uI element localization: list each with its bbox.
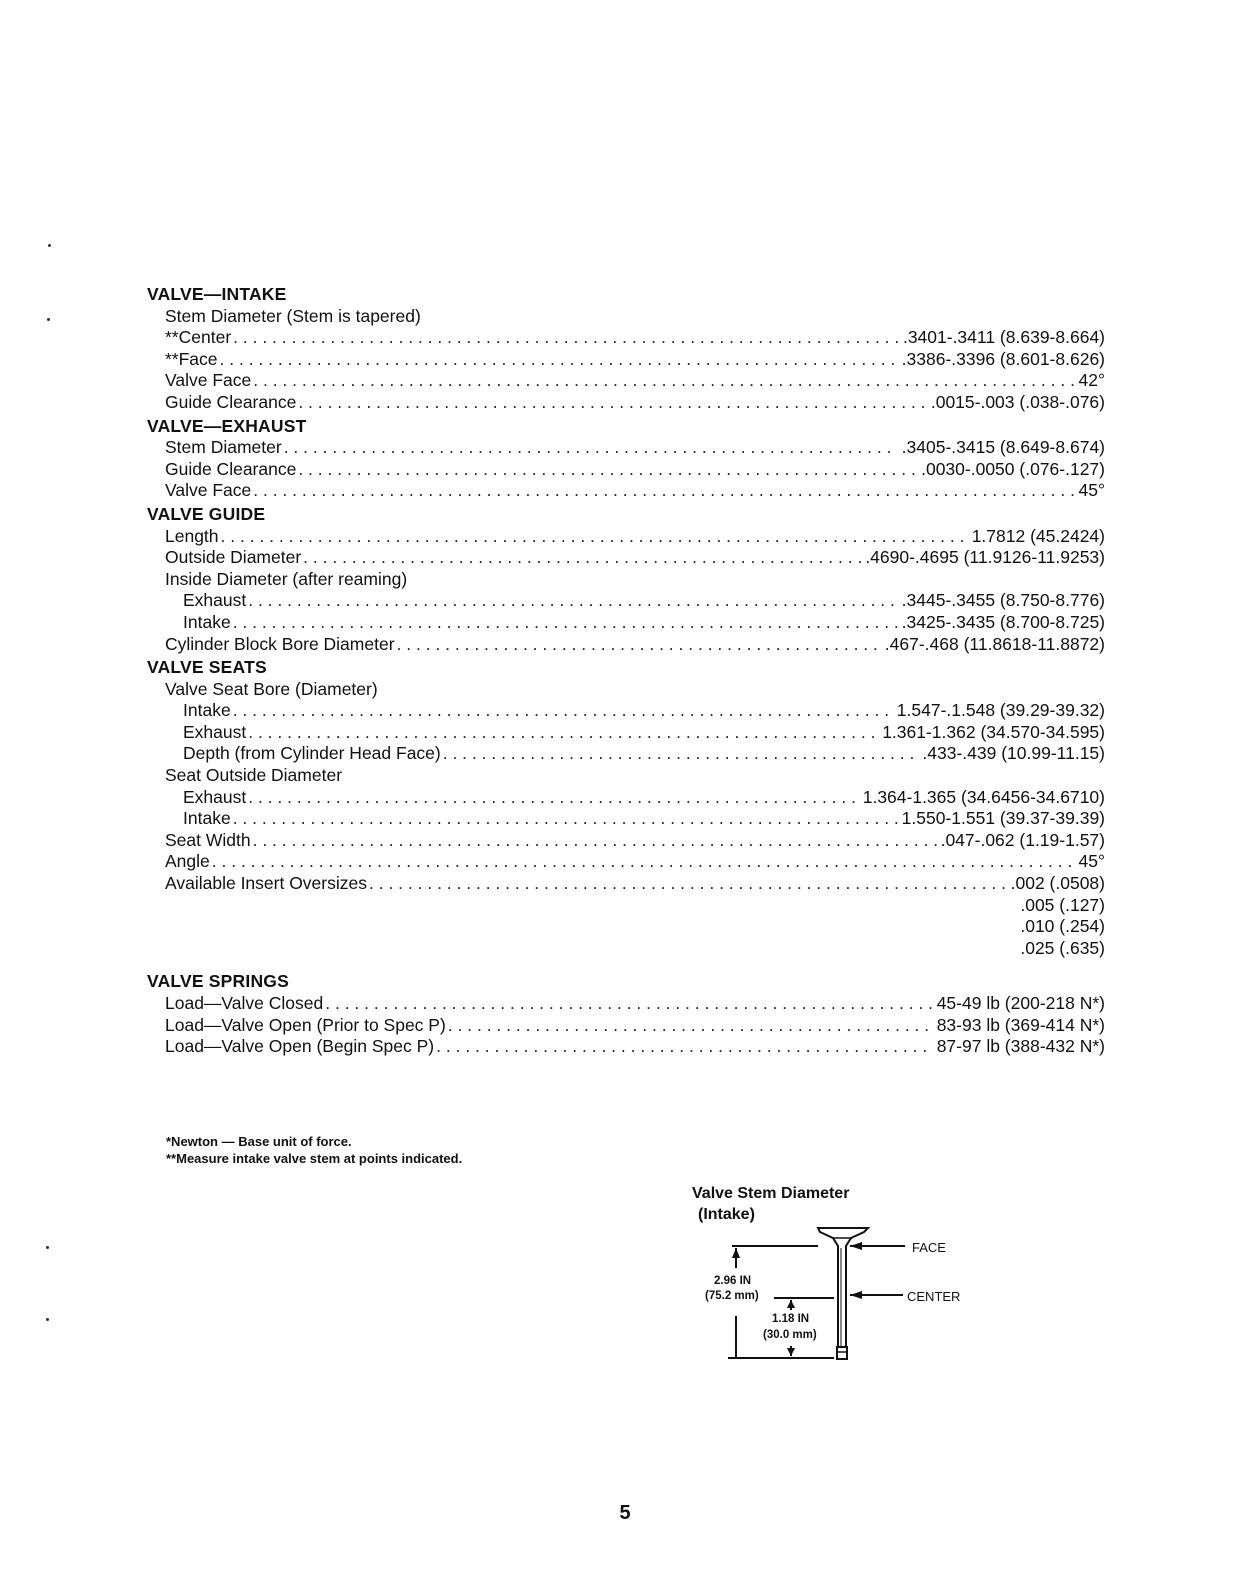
spec-label: Stem Diameter (Stem is tapered): [165, 305, 421, 326]
spec-value: .3405-.3415 (8.649-8.674): [901, 437, 1105, 458]
figure-caption: [692, 1183, 849, 1225]
spec-label: Available Insert Oversizes: [165, 873, 367, 894]
scan-speck: [46, 1246, 49, 1249]
scan-speck: [48, 244, 51, 247]
spec-row: [147, 851, 1105, 873]
section-valve-exhaust: [147, 416, 1105, 502]
spec-value: .3445-.3455 (8.750-8.776): [901, 590, 1105, 611]
dot-leader: [253, 480, 1074, 502]
spec-label: Valve Face: [165, 480, 252, 501]
spec-label: Seat Outside Diameter: [165, 765, 343, 786]
spec-value: 1.364-1.365 (34.6456-34.6710): [862, 786, 1105, 807]
spec-value: 1.547-.1.548 (39.29-39.32): [896, 700, 1105, 721]
footnote-newton: *Newton — Base unit of force.: [166, 1134, 352, 1149]
spec-label: Cylinder Block Bore Diameter: [165, 633, 395, 654]
dot-leader: [397, 634, 881, 656]
section-heading: VALVE SPRINGS: [147, 971, 289, 992]
spec-label: Guide Clearance: [165, 391, 297, 412]
spec-label: **Center: [165, 327, 232, 348]
dot-leader: [233, 327, 899, 349]
center-label: CENTER: [907, 1289, 961, 1304]
spec-value: .433-.439 (10.99-11.15): [922, 743, 1105, 764]
dot-leader: [443, 743, 919, 765]
page-number: 5: [619, 1502, 631, 1524]
dot-leader: [248, 787, 858, 809]
section-heading: VALVE—INTAKE: [147, 284, 287, 304]
dot-leader: [303, 547, 861, 569]
spec-row: [147, 590, 1105, 612]
valve-stem-diagram: [700, 1222, 990, 1372]
dot-leader: [325, 993, 932, 1015]
spec-row: [147, 722, 1105, 744]
valve-keeper: [837, 1347, 847, 1359]
spec-label: Exhaust: [183, 721, 247, 742]
spec-label: Valve Face: [165, 370, 252, 391]
spec-value: .3401-.3411 (8.639-8.664): [902, 327, 1105, 348]
scan-speck: [47, 318, 50, 321]
section-valve-springs: [147, 971, 1105, 1057]
overall-length-in: 2.96 IN: [714, 1275, 752, 1287]
spec-label: Intake: [183, 808, 231, 829]
spec-value: .0030-.0050 (.076-.127): [921, 458, 1105, 479]
spec-row: [147, 526, 1105, 548]
spec-label: Load—Valve Closed: [165, 993, 324, 1013]
spec-row: [147, 569, 1105, 591]
dot-leader: [253, 830, 937, 852]
spec-row: [147, 765, 1105, 787]
spec-label: Guide Clearance: [165, 458, 297, 479]
face-label: FACE: [912, 1240, 946, 1255]
spec-row: [147, 830, 1105, 852]
spec-row: [147, 547, 1105, 569]
spec-value: 87-97 lb (388-432 N*): [936, 1036, 1105, 1057]
spec-row: [147, 370, 1105, 392]
spec-row: [147, 743, 1105, 765]
dot-leader: [220, 349, 898, 371]
spec-label: Load—Valve Open (Begin Spec P): [165, 1036, 435, 1057]
spec-extra-value: .005 (.127): [1020, 894, 1105, 915]
spec-label: Angle: [165, 851, 210, 872]
figure-caption-subtitle: (Intake): [698, 1206, 755, 1223]
spec-label: Exhaust: [183, 590, 247, 611]
scan-speck: [46, 1318, 49, 1321]
spec-label: Seat Width: [165, 829, 251, 850]
center-length-in: 1.18 IN: [772, 1313, 810, 1325]
spec-value: 1.7812 (45.2424): [971, 525, 1105, 546]
spec-value: .3386-.3396 (8.601-8.626): [901, 348, 1105, 369]
spec-value: .4690-.4695 (11.9126-11.9253): [865, 547, 1105, 568]
dot-leader: [233, 808, 898, 830]
figure-caption-title: Valve Stem Diameter: [692, 1185, 850, 1202]
spec-label: Stem Diameter: [165, 437, 282, 458]
section-valve-intake: [147, 284, 1105, 414]
spec-value: 83-93 lb (369-414 N*): [936, 1014, 1105, 1035]
dot-leader: [233, 700, 893, 722]
section-heading: VALVE—EXHAUST: [147, 415, 307, 436]
spec-row: [147, 634, 1105, 656]
spec-row: [147, 808, 1105, 830]
spec-label: Intake: [183, 700, 231, 721]
spec-label: Exhaust: [183, 786, 247, 807]
dot-leader: [284, 437, 898, 459]
dot-leader: [233, 612, 898, 634]
spec-value: .047-.062 (1.19-1.57): [940, 829, 1105, 850]
spec-label: Load—Valve Open (Prior to Spec P): [165, 1014, 446, 1035]
spec-value: 45°: [1078, 480, 1105, 501]
spec-row: [147, 392, 1105, 414]
dot-leader: [436, 1036, 933, 1058]
dot-leader: [221, 526, 968, 548]
spec-value: .3425-.3435 (8.700-8.725): [901, 611, 1105, 632]
spec-row: [147, 993, 1105, 1015]
dot-leader: [298, 392, 927, 414]
spec-value: .002 (.0508): [1010, 873, 1105, 894]
spec-value: 1.361-1.362 (34.570-34.595): [882, 721, 1105, 742]
spec-value: .467-.468 (11.8618-11.8872): [884, 633, 1105, 654]
spec-extra-value: .025 (.635): [1020, 937, 1105, 958]
footnotes: [166, 1133, 462, 1167]
spec-row: [147, 787, 1105, 809]
overall-length-mm: (75.2 mm): [705, 1290, 759, 1302]
spec-value: .0015-.003 (.038-.076): [930, 391, 1105, 412]
dot-leader: [248, 590, 897, 612]
section-heading: VALVE GUIDE: [147, 503, 266, 524]
spec-row: [147, 700, 1105, 722]
spec-row: [147, 306, 1105, 328]
spec-row: [147, 459, 1105, 481]
spec-row: [147, 679, 1105, 701]
specifications-list: [147, 284, 1105, 1060]
spec-label: Length: [165, 525, 219, 546]
dot-leader: [253, 370, 1074, 392]
dot-leader: [212, 851, 1075, 873]
spec-label: Valve Seat Bore (Diameter): [165, 678, 378, 699]
spec-label: Outside Diameter: [165, 547, 302, 568]
spec-label: Intake: [183, 611, 231, 632]
section-valve-guide: [147, 504, 1105, 655]
section-valve-seats: [147, 657, 1105, 969]
spec-row: [147, 349, 1105, 371]
spec-value: 1.550-1.551 (39.37-39.39): [901, 808, 1105, 829]
dot-leader: [448, 1015, 933, 1037]
dot-leader: [248, 722, 878, 744]
spec-value: 45°: [1078, 851, 1105, 872]
spec-row: [147, 480, 1105, 502]
footnote-measure: **Measure intake valve stem at points indicated.: [166, 1151, 463, 1166]
section-heading: VALVE SEATS: [147, 657, 267, 678]
spec-value: 45-49 lb (200-218 N*): [936, 993, 1105, 1013]
dot-leader: [369, 873, 1007, 895]
spec-row: [147, 1015, 1105, 1037]
center-length-mm: (30.0 mm): [763, 1329, 817, 1341]
spec-row: [147, 1036, 1105, 1058]
spec-label: **Face: [165, 348, 218, 369]
spec-row: [147, 437, 1105, 459]
spec-row: [147, 873, 1105, 895]
dot-leader: [298, 459, 917, 481]
spec-label: Inside Diameter (after reaming): [165, 568, 408, 589]
spec-row: [147, 327, 1105, 349]
spec-row: [147, 612, 1105, 634]
spec-extra-value: .010 (.254): [1020, 916, 1105, 937]
spec-label: Depth (from Cylinder Head Face): [183, 743, 441, 764]
spec-value: 42°: [1078, 370, 1105, 391]
